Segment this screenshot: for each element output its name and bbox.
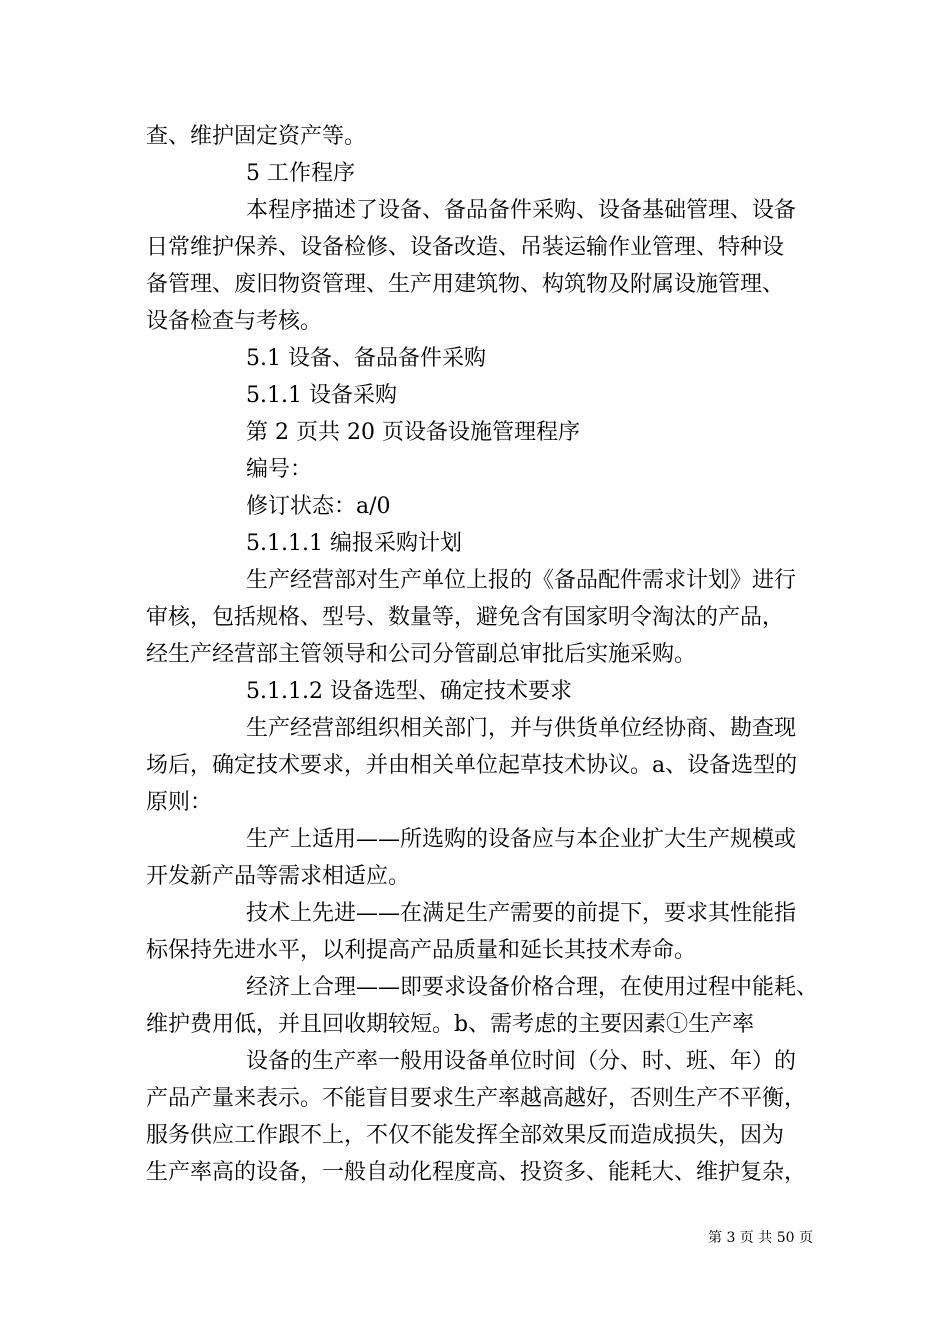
text-line: 生产经营部组织相关部门，并与供货单位经协商、勘查现 xyxy=(246,716,797,741)
revision-status: 修订状态：a/0 xyxy=(246,494,391,519)
text-line: 经生产经营部主管领导和公司分管副总审批后实施采购。 xyxy=(146,642,697,667)
page-number-footer: 第 3 页 共 50 页 xyxy=(708,1230,813,1246)
text-line: 原则： xyxy=(146,790,213,815)
text-line: 生产经营部对生产单位上报的《备品配件需求计划》进行 xyxy=(246,568,797,593)
text-line: 查、维护固定资产等。 xyxy=(146,124,367,149)
text-line: 设备检查与考核。 xyxy=(146,309,323,334)
text-line: 服务供应工作跟不上，不仅不能发挥全部效果反而造成损失，因为 xyxy=(146,1123,785,1148)
section-heading: 5 工作程序 xyxy=(246,161,355,186)
section-heading: 5.1.1.1 编报采购计划 xyxy=(246,531,462,556)
section-heading: 5.1.1.2 设备选型、确定技术要求 xyxy=(246,679,572,704)
text-line: 审核，包括规格、型号、数量等，避免含有国家明令淘汰的产品， xyxy=(146,605,785,630)
text-line: 经济上合理——即要求设备价格合理，在使用过程中能耗、 xyxy=(246,975,819,1000)
document-body xyxy=(146,118,826,1191)
text-line: 维护费用低，并且回收期较短。b、需考虑的主要因素①生产率 xyxy=(146,1012,755,1037)
section-heading: 5.1.1 设备采购 xyxy=(246,383,397,408)
text-line: 产品产量来表示。不能盲目要求生产率越高越好，否则生产不平衡， xyxy=(146,1086,807,1111)
text-line: 日常维护保养、设备检修、设备改造、吊装运输作业管理、特种设 xyxy=(146,235,785,260)
text-line: 场后，确定技术要求，并由相关单位起草技术协议。a、设备选型的 xyxy=(146,753,798,778)
embedded-page-header: 第 2 页共 20 页设备设施管理程序 xyxy=(246,420,580,445)
text-line: 本程序描述了设备、备品备件采购、设备基础管理、设备 xyxy=(246,198,797,223)
text-line: 技术上先进——在满足生产需要的前提下，要求其性能指 xyxy=(246,901,797,926)
text-line: 生产上适用——所选购的设备应与本企业扩大生产规模或 xyxy=(246,827,797,852)
text-line: 标保持先进水平，以利提高产品质量和延长其技术寿命。 xyxy=(146,938,697,963)
document-number-label: 编号： xyxy=(246,457,313,482)
text-line: 生产率高的设备，一般自动化程度高、投资多、能耗大、维护复杂， xyxy=(146,1160,807,1185)
text-line: 备管理、废旧物资管理、生产用建筑物、构筑物及附属设施管理、 xyxy=(146,272,785,297)
text-line: 设备的生产率一般用设备单位时间（分、时、班、年）的 xyxy=(246,1049,797,1074)
section-heading: 5.1 设备、备品备件采购 xyxy=(246,346,486,371)
text-line: 开发新产品等需求相适应。 xyxy=(146,864,411,889)
